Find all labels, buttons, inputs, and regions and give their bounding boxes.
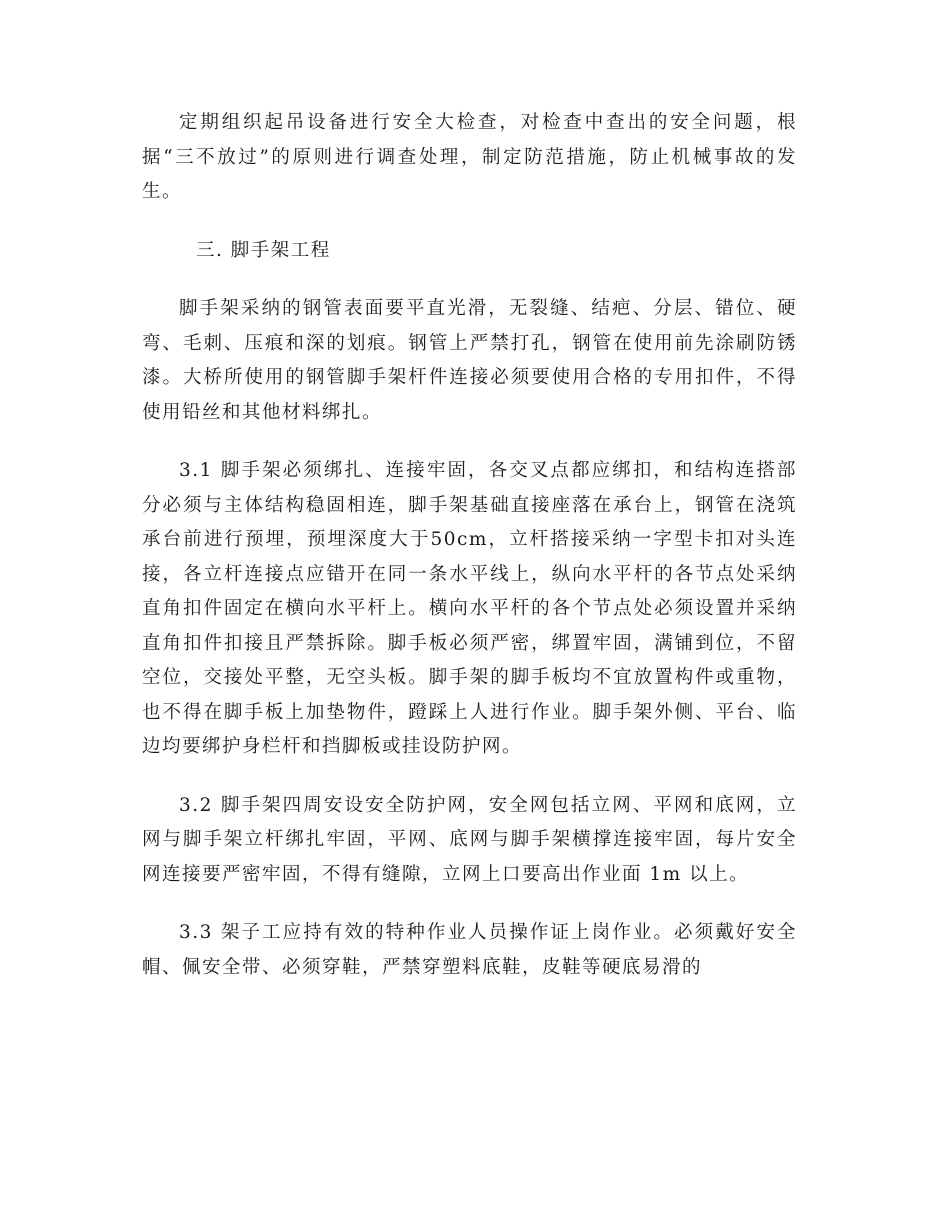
paragraph-inspection: 定期组织起吊设备进行安全大检查，对检查中查出的安全问题，根据“三不放过”的原则进行调查处理，制定防范措施，防止机械事故的发生。 <box>142 112 797 202</box>
document-body <box>142 106 797 985</box>
paragraph-steel-pipe: 脚手架采纳的钢管表面要平直光滑，无裂缝、结疤、分层、错位、硬弯、毛刺、压痕和深的划痕。钢管上严禁打孔，钢管在使用前先涂刷防锈漆。大桥所使用的钢管脚手架杆件连接必须要使用合格的专用扣件，不得使用铅丝和其他材料绑扎。 <box>142 298 797 423</box>
paragraph-3-2: 3.2 脚手架四周安设安全防护网，安全网包括立网、平网和底网，立网与脚手架立杆绑扎牢固，平网、底网与脚手架横撑连接牢固，每片安全网连接要严密牢固，不得有缝隙，立网上口要高出作业面 1m 以上。 <box>142 794 797 885</box>
paragraph-3-3: 3.3 架子工应持有效的特种作业人员操作证上岗作业。必须戴好安全帽、佩安全带、必须穿鞋，严禁穿塑料底鞋，皮鞋等硬底易滑的 <box>142 922 797 978</box>
paragraph-gap <box>142 430 797 454</box>
paragraph-gap <box>142 268 797 292</box>
paragraph-3-1: 3.1 脚手架必须绑扎、连接牢固，各交叉点都应绑扣，和结构连搭部分必须与主体结构稳固相连，脚手架基础直接座落在承台上，钢管在浇筑承台前进行预埋，预埋深度大于50cm，立杆搭接采纳一字型卡扣对头连接，各立杆连接点应错开在同一条水平线上，纵向水平杆的各节点处采纳直角扣件固定在横向水平杆上。横向水平杆的各个节点处必须设置并采纳直角扣件扣接且严禁拆除。脚手板必须严密，绑置牢固，满铺到位，不留空位，交接处平整，无空头板。脚手架的脚手板均不宜放置构件或重物，也不得在脚手板上加垫物件，蹬踩上人进行作业。脚手架外侧、平台、临边均要绑护身栏杆和挡脚板或挂设防护网。 <box>142 460 797 757</box>
paragraph-gap <box>142 210 797 234</box>
section-heading-scaffolding: 三. 脚手架工程 <box>196 239 331 261</box>
paragraph-gap <box>142 892 797 916</box>
paragraph-gap <box>142 765 797 789</box>
